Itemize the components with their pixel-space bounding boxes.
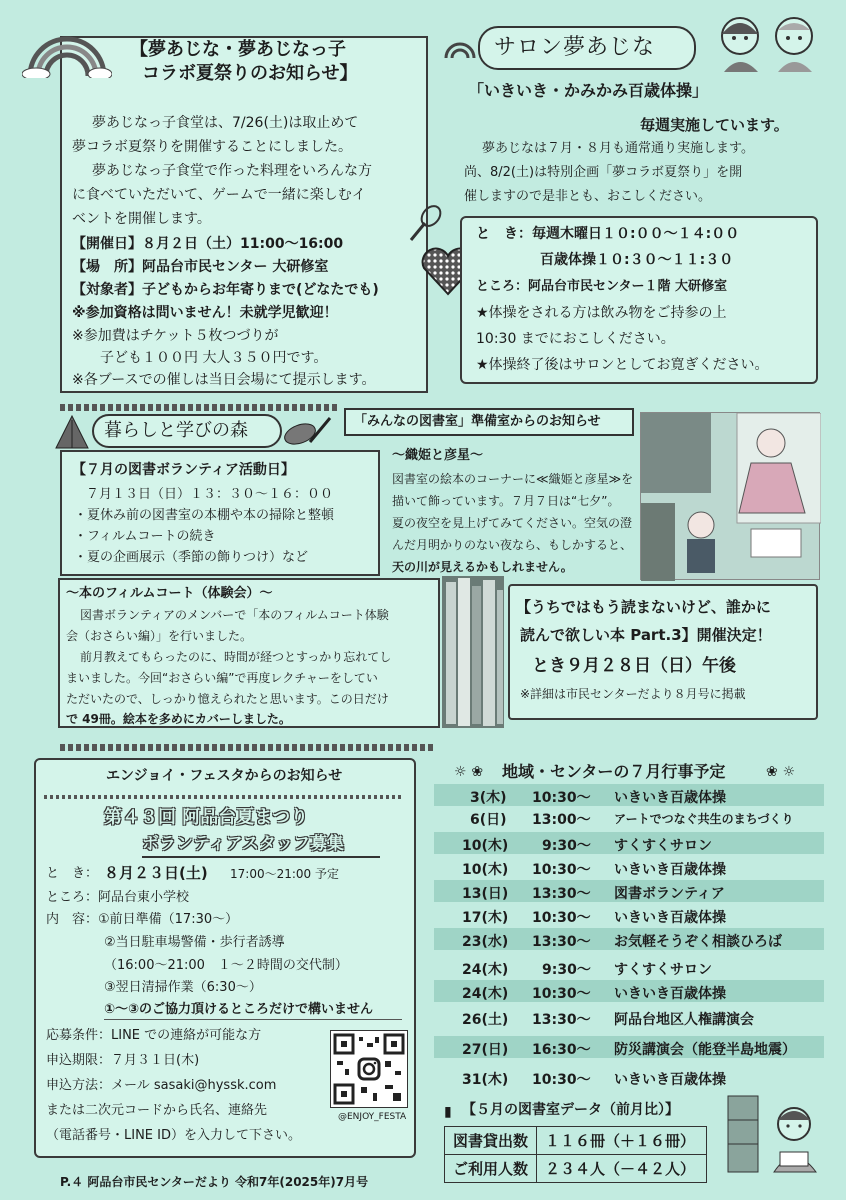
event-date: 31(木) xyxy=(462,1072,509,1088)
natsu-note-2: ※参加費はチケット５枚つづりが xyxy=(72,328,279,344)
event-time: 10:30～ xyxy=(532,986,591,1002)
event-time: 16:30～ xyxy=(532,1042,591,1058)
film-heading: ～本のフィルムコート（体験会）～ xyxy=(66,586,273,601)
salon-p1: 夢あじなは７月・８月も通常通り実施します。 xyxy=(482,141,754,156)
qr-caption: @ENJOY_FESTA xyxy=(338,1112,407,1122)
volunteer-title: 【７月の図書ボランティア活動日】 xyxy=(72,462,295,478)
books-photo xyxy=(442,576,504,728)
book-icon: ▮ xyxy=(444,1104,452,1120)
event-date: 3(木) xyxy=(470,790,507,806)
festa-dotted-line xyxy=(44,795,404,799)
event-row xyxy=(434,1066,824,1088)
festa-content-1: 内 容：①前日準備（17:30～） xyxy=(46,912,239,927)
salon-time-2: 百歳体操１０:３０～１１:３０ xyxy=(540,252,734,268)
natsu-title-2: コラボ夏祭りのお知らせ】 xyxy=(142,63,358,84)
library-p3: 夏の夜空を見上げてみてください。空気の澄 xyxy=(392,516,633,530)
event-time: 10:30～ xyxy=(532,910,591,926)
events-title: 地域・センターの７月行事予定 xyxy=(502,762,726,781)
mori-title: 暮らしと学びの森 xyxy=(104,420,248,441)
volunteer-item-2: ・フィルムコートの続き xyxy=(74,529,216,544)
festa-req-5: （電話番号・LINE ID）を入力して下さい。 xyxy=(46,1128,301,1143)
salon-p3: 催しますので是非とも、おこしください。 xyxy=(464,189,712,204)
natsu-p1: 夢あじなっ子食堂は、7/26(土)は取止めて xyxy=(92,115,359,131)
festa-heading: エンジョイ・フェスタからのお知らせ xyxy=(106,768,343,784)
film-p1: 図書ボランティアのメンバーで「本のフィルムコート体験 xyxy=(80,608,389,622)
event-time: 9:30～ xyxy=(542,838,591,854)
volunteer-item-3: ・夏の企画展示（季節の飾りつけ）など xyxy=(74,550,309,565)
library-p4: んだ月明かりのない夜なら、もしかすると、 xyxy=(392,538,633,552)
natsu-title-1: 【夢あじな・夢あじなっ子 xyxy=(130,39,346,60)
leaf-icon xyxy=(52,412,92,452)
event-date: 27(日) xyxy=(462,1042,509,1058)
film-p5: ただいたので、しっかり憶えられたと思います。この日だけ xyxy=(66,692,389,706)
event-time: 13:30～ xyxy=(532,934,591,950)
festa-content-5: ①～③のご協力頂けるところだけで構いません xyxy=(104,1002,374,1017)
festa-req-1: 応募条件：LINE での連絡が可能な方 xyxy=(46,1028,262,1043)
stats-title: 【５月の図書室データ（前月比）】 xyxy=(462,1102,679,1118)
natsu-note-4: ※各ブースでの催しは当日会場にて提示します。 xyxy=(72,372,376,388)
library-title: 「みんなの図書室」準備室からのお知らせ xyxy=(354,414,601,429)
event-name: 防災講演会（能登半島地震） xyxy=(614,1042,796,1058)
volunteer-item-1: ・夏休み前の図書室の本棚や本の掃除と整頓 xyxy=(74,508,335,523)
natsu-target: 【対象者】子どもからお年寄りまで(どなたでも) xyxy=(72,282,379,298)
library-p1: 図書室の絵本のコーナーに≪織姫と彦星≫を xyxy=(392,472,634,486)
stats-value: ２３４人（－４２人） xyxy=(537,1155,707,1183)
event-name: アートでつなぐ共生のまちづくり xyxy=(614,812,794,826)
book-event-note: ※詳細は市民センターだより８月号に掲載 xyxy=(520,687,746,701)
natsu-p2: 夢コラボ夏祭りを開催することにしました。 xyxy=(72,139,352,155)
book-event-title-1: 【うちではもう読まないけど、誰かに xyxy=(516,598,771,616)
events-title-deco-right: ❀ ☼ xyxy=(766,764,796,780)
event-row xyxy=(434,956,824,978)
event-row xyxy=(434,980,824,1002)
festa-req-4: または二次元コードから氏名、連絡先 xyxy=(46,1103,268,1118)
event-date: 10(木) xyxy=(462,838,509,854)
film-p3: 前月教えてもらったのに、時間が経つとすっかり忘れてし xyxy=(80,650,392,664)
festa-title-2: ボランティアスタッフ募集 xyxy=(142,834,344,854)
salon-sub-2: 毎週実施しています。 xyxy=(640,116,789,134)
salon-title: サロン夢あじな xyxy=(494,35,656,60)
swirl-icon xyxy=(442,32,478,62)
festa-content-4: ③翌日清掃作業（6:30～） xyxy=(104,980,262,995)
film-p4: まいました。今回“おさらい編”で再度レクチャーをしてい xyxy=(66,671,378,685)
event-name: すくすくサロン xyxy=(614,838,712,854)
festa-title-1: 第４３回 阿品台夏まつり xyxy=(104,807,309,828)
natsu-p5: ベントを開催します。 xyxy=(72,211,211,227)
event-name: いきいき百歳体操 xyxy=(614,986,726,1002)
event-name: いきいき百歳体操 xyxy=(614,910,726,926)
library-p5: 天の川が見えるかもしれません。 xyxy=(392,560,573,574)
event-name: いきいき百歳体操 xyxy=(614,790,726,806)
stats-label: ご利用人数 xyxy=(445,1155,537,1183)
natsu-date: 【開催日】８月２日（土）11:00～16:00 xyxy=(72,236,344,252)
natsu-p4: に食べていただいて、ゲームで一緒に楽しむイ xyxy=(72,187,366,203)
festa-content-3: （16:00～21:00 １～２時間の交代制） xyxy=(104,958,348,973)
salon-note-1: ★体操をされる方は飲み物をご持参の上 xyxy=(476,305,727,321)
event-name: いきいき百歳体操 xyxy=(614,1072,726,1088)
salon-time-1: と き：毎週木曜日１０:００～１４:００ xyxy=(476,226,740,242)
festa-time: 17:00～21:00 予定 xyxy=(230,867,339,881)
qr-code[interactable] xyxy=(330,1030,408,1108)
event-name: 阿品台地区人権講演会 xyxy=(614,1012,754,1028)
festa-req-2: 申込期限：７月３１日(木) xyxy=(46,1053,200,1068)
elderly-couple-illustration xyxy=(700,8,826,72)
event-row xyxy=(434,880,824,902)
stats-table xyxy=(444,1126,707,1183)
event-date: 17(木) xyxy=(462,910,509,926)
footer-text: P.４ 阿品台市民センターだより 令和7年(2025年)7月号 xyxy=(60,1175,369,1189)
event-row xyxy=(434,806,824,828)
natsu-note-3: 子ども１００円 大人３５０円です。 xyxy=(100,350,328,366)
natsu-place: 【場 所】阿品台市民センター 大研修室 xyxy=(72,259,329,275)
event-row xyxy=(434,784,824,806)
event-row xyxy=(434,856,824,878)
event-row xyxy=(434,832,824,854)
event-time: 10:30～ xyxy=(532,1072,591,1088)
salon-p2: 尚、8/2(土)は特別企画「夢コラボ夏祭り」を開 xyxy=(464,165,743,180)
event-row xyxy=(434,1036,824,1058)
event-name: 図書ボランティア xyxy=(614,886,725,902)
pencil-leaf-icon xyxy=(282,414,332,450)
event-time: 10:30～ xyxy=(532,862,591,878)
event-row xyxy=(434,928,824,950)
salon-note-2: 10:30 までにおこしください。 xyxy=(476,331,675,347)
natsu-p3: 夢あじなっ子食堂で作った料理をいろんな方 xyxy=(92,163,372,179)
event-row xyxy=(434,904,824,926)
events-title-deco-left: ☼ ❀ xyxy=(454,764,484,780)
stats-row xyxy=(445,1155,707,1183)
event-time: 13:30～ xyxy=(532,886,591,902)
tanabata-photo xyxy=(640,412,820,580)
festa-place: ところ：阿品台東小学校 xyxy=(46,890,190,905)
events-list xyxy=(434,784,824,1094)
whisk-icon xyxy=(405,204,445,244)
salon-sub-1: 「いきいき・かみかみ百歳体操」 xyxy=(468,81,709,100)
volunteer-date: ７月１３日（日）１３：３０～１６：００ xyxy=(86,487,334,502)
event-date: 26(土) xyxy=(462,1012,509,1028)
event-time: 13:30～ xyxy=(532,1012,591,1028)
event-date: 13(日) xyxy=(462,886,509,902)
stats-row xyxy=(445,1127,707,1155)
book-event-title-2: 読んで欲しい本 Part.3】開催決定！ xyxy=(520,626,772,644)
festa-content-underline xyxy=(104,1019,402,1020)
event-time: 13:00～ xyxy=(532,812,591,828)
library-p2: 描いて飾っています。７月７日は“七夕”。 xyxy=(392,494,620,508)
film-p6: で 49冊。絵本を多めにカバーしました。 xyxy=(66,712,291,726)
festa-date: ８月２３日(土) xyxy=(104,864,208,882)
film-p2: 会（おさらい編）」を行いました。 xyxy=(66,629,253,643)
salon-note-3: ★体操終了後はサロンとしてお寛ぎください。 xyxy=(476,357,769,373)
natsu-note-1: ※参加資格は問いません！未就学児歓迎！ xyxy=(72,305,338,321)
reading-child-illustration xyxy=(724,1090,824,1174)
event-date: 24(木) xyxy=(462,962,509,978)
library-heading: ～織姫と彦星～ xyxy=(392,448,484,463)
event-date: 24(木) xyxy=(462,986,509,1002)
stats-label: 図書貸出数 xyxy=(445,1127,537,1155)
event-row xyxy=(434,1006,824,1028)
festa-content-2: ②当日駐車場警備・歩行者誘導 xyxy=(104,935,285,950)
event-name: すくすくサロン xyxy=(614,962,712,978)
rainbow-icon xyxy=(22,18,112,78)
salon-place: ところ：阿品台市民センター１階 大研修室 xyxy=(476,279,728,294)
event-time: 10:30～ xyxy=(532,790,591,806)
book-event-date: とき９月２８日（日）午後 xyxy=(532,656,736,676)
event-date: 23(水) xyxy=(462,934,509,950)
festa-req-3: 申込方法：メール sasaki@hyssk.com xyxy=(46,1078,277,1093)
festa-date-label: と き： xyxy=(46,866,99,881)
event-name: お気軽そうぞく相談ひろば xyxy=(614,934,782,950)
event-date: 10(木) xyxy=(462,862,509,878)
event-time: 9:30～ xyxy=(542,962,591,978)
lower-divider xyxy=(60,744,436,751)
event-date: 6(日) xyxy=(470,812,507,828)
event-name: いきいき百歳体操 xyxy=(614,862,726,878)
stats-value: １１６冊（＋１６冊） xyxy=(537,1127,707,1155)
mori-divider xyxy=(60,404,338,411)
festa-title-underline xyxy=(142,856,380,858)
